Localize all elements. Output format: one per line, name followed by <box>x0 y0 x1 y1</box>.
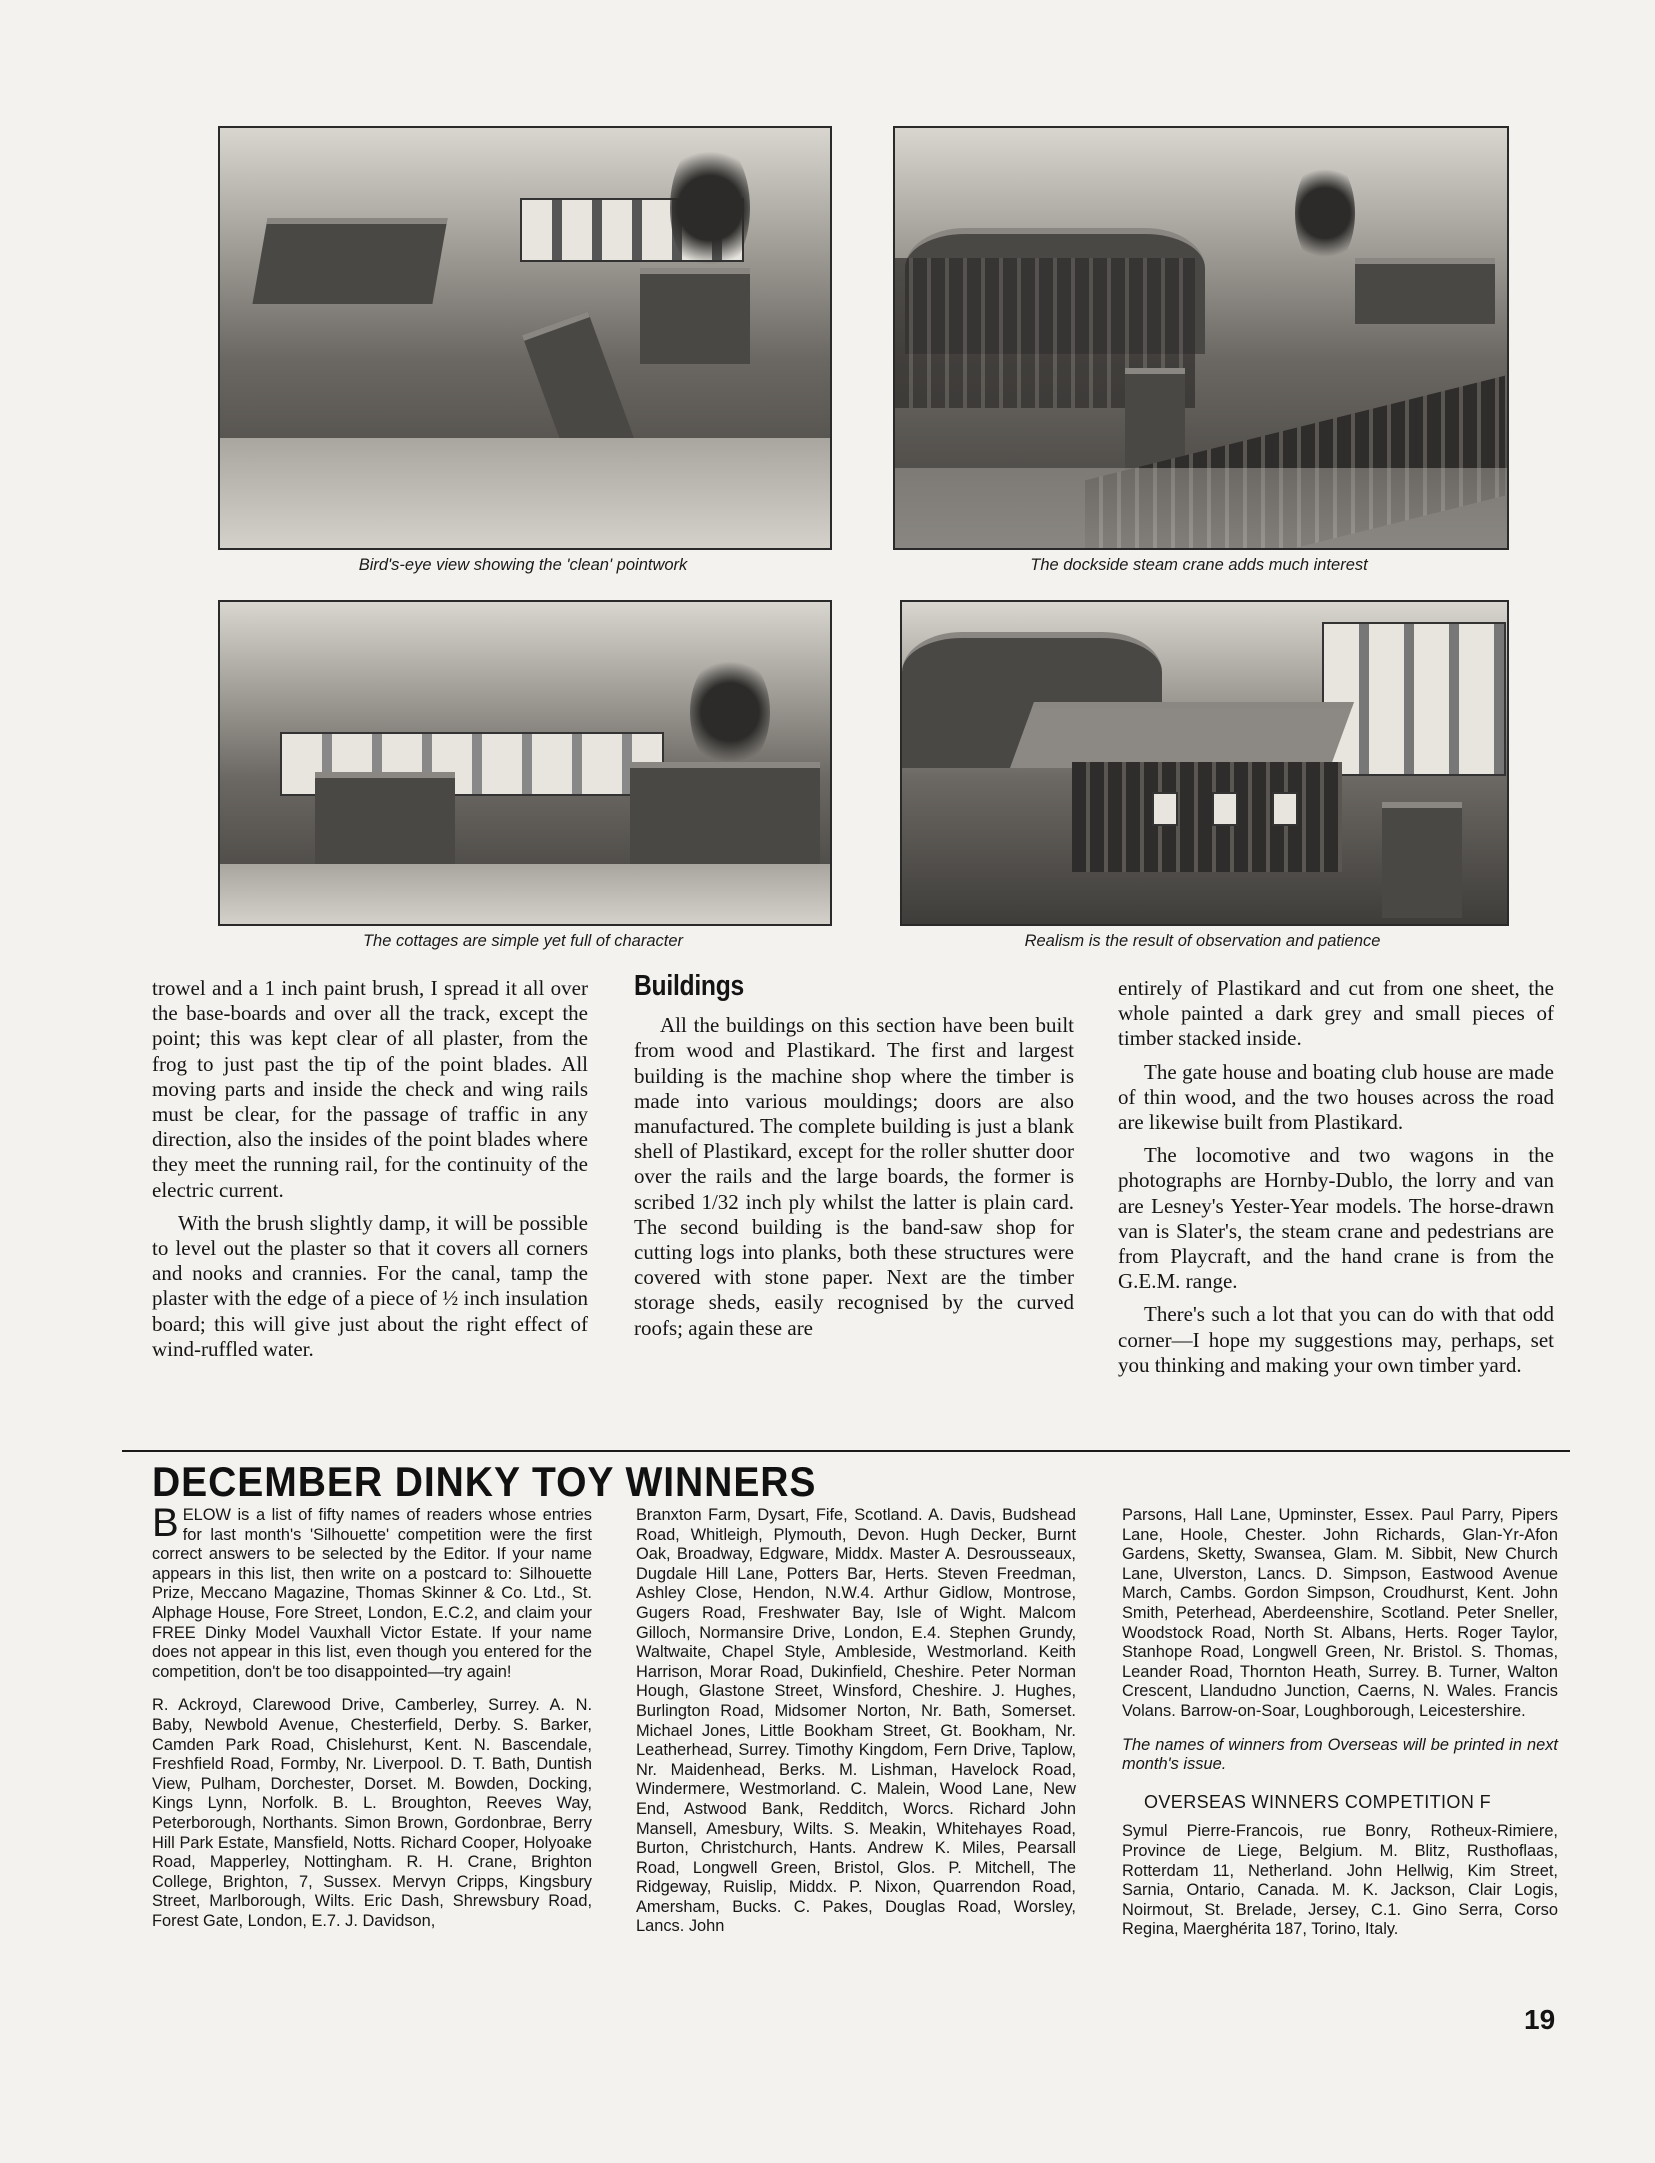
overseas-heading: OVERSEAS WINNERS COMPETITION F <box>1144 1791 1492 1812</box>
article-paragraph: The locomotive and two wagons in the photographs are Hornby-Dublo, the lorry and van are Lesney's Yester-Year models. The horse-drawn van is Slater's, the steam crane and pedestrians are from Playcraft, and the hand crane is from the G.E.M. range. <box>1118 1143 1554 1294</box>
caption-top-left: Bird's-eye view showing the 'clean' pointwork <box>358 556 688 574</box>
winners-title: DECEMBER DINKY TOY WINNERS <box>152 1458 817 1505</box>
section-heading: Buildings <box>634 970 744 1002</box>
article-paragraph: With the brush slightly damp, it will be possible to level out the plaster so that it covers all corners and nooks and crannies. For the canal, tamp the plaster with the edge of a piece of ½ inch insulation board; this will give just about the right effect of wind-ruffled water. <box>152 1210 588 1361</box>
page-number: 19 <box>1524 2004 1556 2035</box>
article-paragraph: entirely of Plastikard and cut from one sheet, the whole painted a dark grey and small pieces of timber stacked inside. <box>1118 976 1554 1051</box>
winners-list: Parsons, Hall Lane, Upminster, Essex. Paul Parry, Pipers Lane, Hoole, Chester. John Richards, Glan-Yr-Afon Gardens, Sketty, Swansea, Glam. M. Sibbit, New Church Lane, Ulverston, Lancs. D. Simpson, Eastwood Avenue March, Cambs. Gordon Simpson, Croudhurst, Kent. John Smith, Peterhead, Aberdeenshire, Scotland. Peter Sneller, Woodstock Road, North St. Albans, Herts. Roger Taylor, Stanhope Road, Longwell Green, Nr. Bristol. S. Thomas, Leander Road, Thornton Heath, Surrey. B. Turner, Walton Crescent, Llandudno Junction, Caerns, N. Wales. Francis Volans. Barrow-on-Soar, Loughborough, Leicestershire. <box>1122 1506 1558 1720</box>
caption-bottom-right: Realism is the result of observation and patience <box>1024 932 1381 950</box>
caption-top-right: The dockside steam crane adds much interest <box>1030 556 1368 574</box>
article-paragraph: There's such a lot that you can do with that odd corner—I hope my suggestions may, perhaps, set you thinking and making your own timber yard. <box>1118 1302 1554 1377</box>
article-paragraph: All the buildings on this section have been built from wood and Plastikard. The first and largest building is the machine shop where the timber is made into various mouldings; doors are also manufactured. The complete building is just a blank shell of Plastikard, except for the roller shutter door over the rails and the large boards, the former is scribed 1/32 inch ply whilst the latter is plain card. The second building is the band-saw shop for cutting logs into planks, both these structures were covered with stone paper. Next are the timber storage sheds, easily recognised by the curved roofs; again these are <box>634 1013 1074 1340</box>
overseas-list: Symul Pierre-Francois, rue Bonry, Rotheux-Rimiere, Province de Liege, Belgium. M. Blitz, Rusthoflaas, Rotterdam 11, Netherland. John Hellwig, Kim Street, Sarnia, Ontario, Canada. M. K. Jackson, Clair Logis, Noirmout, St. Brelade, Jersey, C.1. Gino Serra, Corso Regina, Maerghérita 187, Torino, Italy. <box>1122 1822 1558 1939</box>
photo-realism <box>900 600 1509 926</box>
article-column-1 <box>152 976 588 1370</box>
article-column-3 <box>1118 976 1554 1386</box>
photo-birds-eye-view <box>218 126 832 550</box>
photo-dockside-crane <box>893 126 1509 550</box>
winners-column-1 <box>152 1501 592 1945</box>
winners-column-3 <box>1122 1506 1558 1954</box>
article-column-2 <box>634 970 1074 1349</box>
article-paragraph: The gate house and boating club house are made of thin wood, and the two houses across the road are likewise built from Plastikard. <box>1118 1059 1554 1135</box>
section-divider <box>122 1450 1570 1452</box>
photo-cottages <box>218 600 832 926</box>
winners-list: R. Ackroyd, Clarewood Drive, Camberley, Surrey. A. N. Baby, Newbold Avenue, Chesterfield, Derby. S. Barker, Camden Park Road, Chislehurst, Kent. N. Bascendale, Freshfield Road, Formby, Nr. Liverpool. D. T. Bath, Duntish View, Pulham, Dorchester, Dorset. M. Bowden, Docking, Kings Lynn, Norfolk. B. L. Broughton, Reeves Way, Peterborough, Northants. Simon Brown, Gordonbrae, Berry Hill Park Estate, Mansfield, Notts. Richard Cooper, Holyoake Road, Mapperley, Nottingham. R. H. Crane, Brighton College, Brighton, 7, Sussex. Mervyn Cripps, Kingsbury Street, Marlborough, Wilts. Eric Dash, Shrewsbury Road, Forest Gate, London, E.7. J. Davidson, <box>152 1696 592 1930</box>
drop-cap: B <box>152 1501 179 1545</box>
article-paragraph: trowel and a 1 inch paint brush, I spread it all over the base-boards and over all the track, except the point; this was kept clear of all plaster, from the frog to just past the tip of the point blades. All moving parts and inside the check and wing rails must be clear, for the passage of traffic in any direction, also the insides of the point blades where they meet the running rail, for the continuity of the electric current. <box>152 976 588 1202</box>
winners-column-2 <box>636 1506 1076 1951</box>
caption-bottom-left: The cottages are simple yet full of character <box>362 932 684 950</box>
winners-intro: BELOW is a list of fifty names of readers whose entries for last month's 'Silhouette' competition were the first correct answers to be selected by the Editor. If your name appears in this list, then write on a postcard to: Silhouette Prize, Meccano Magazine, Thomas Skinner & Co. Ltd., St. Alphage House, Fore Street, London, E.C.2, and claim your FREE Dinky Model Vauxhall Victor Estate. If your name does not appear in this list, even though you entered for the competition, don't be too disappointed—try again! <box>152 1501 592 1681</box>
overseas-note: The names of winners from Overseas will be printed in next month's issue. <box>1122 1735 1558 1774</box>
winners-list: Branxton Farm, Dysart, Fife, Scotland. A. Davis, Budshead Road, Whitleigh, Plymouth, Devon. Hugh Decker, Burnt Oak, Broadway, Edgware, Middx. Master A. Desrousseaux, Dugdale Hill Lane, Potters Bar, Herts. Steven Freedman, Ashley Close, Hendon, N.W.4. Arthur Gidlow, Montrose, Gugers Road, Freshwater Bay, Isle of Wight. Malcom Gilloch, Normansire Drive, London, E.4. Stephen Grundy, Waltwaite, Chapel Style, Ambleside, Westmorland. Keith Harrison, Morar Road, Dukinfield, Cheshire. Peter Norman Hough, Glastone Street, Winsford, Cheshire. J. Hughes, Burlington Road, Midsomer Norton, Nr. Bath, Somerset. Michael Jones, Little Bookham Street, Gt. Bookham, Nr. Leatherhead, Surrey. Timothy Kingdom, Fern Drive, Taplow, Nr. Maidenhead, Berks. M. Lishman, Havelock Road, Windermere, Westmorland. C. Malein, Wood Lane, New End, Astwood Bank, Redditch, Worcs. Richard John Mansell, Amesbury, Wilts. S. Meakin, Whitehayes Road, Burton, Christchurch, Hants. Andrew K. Miles, Pearsall Road, Longwell Green, Bristol, Glos. P. Mitchell, The Ridgeway, Ruislip, Middx. P. Nixon, Quarrendon Road, Amersham, Bucks. C. Pakes, Douglas Road, Worsley, Lancs. John <box>636 1506 1076 1936</box>
